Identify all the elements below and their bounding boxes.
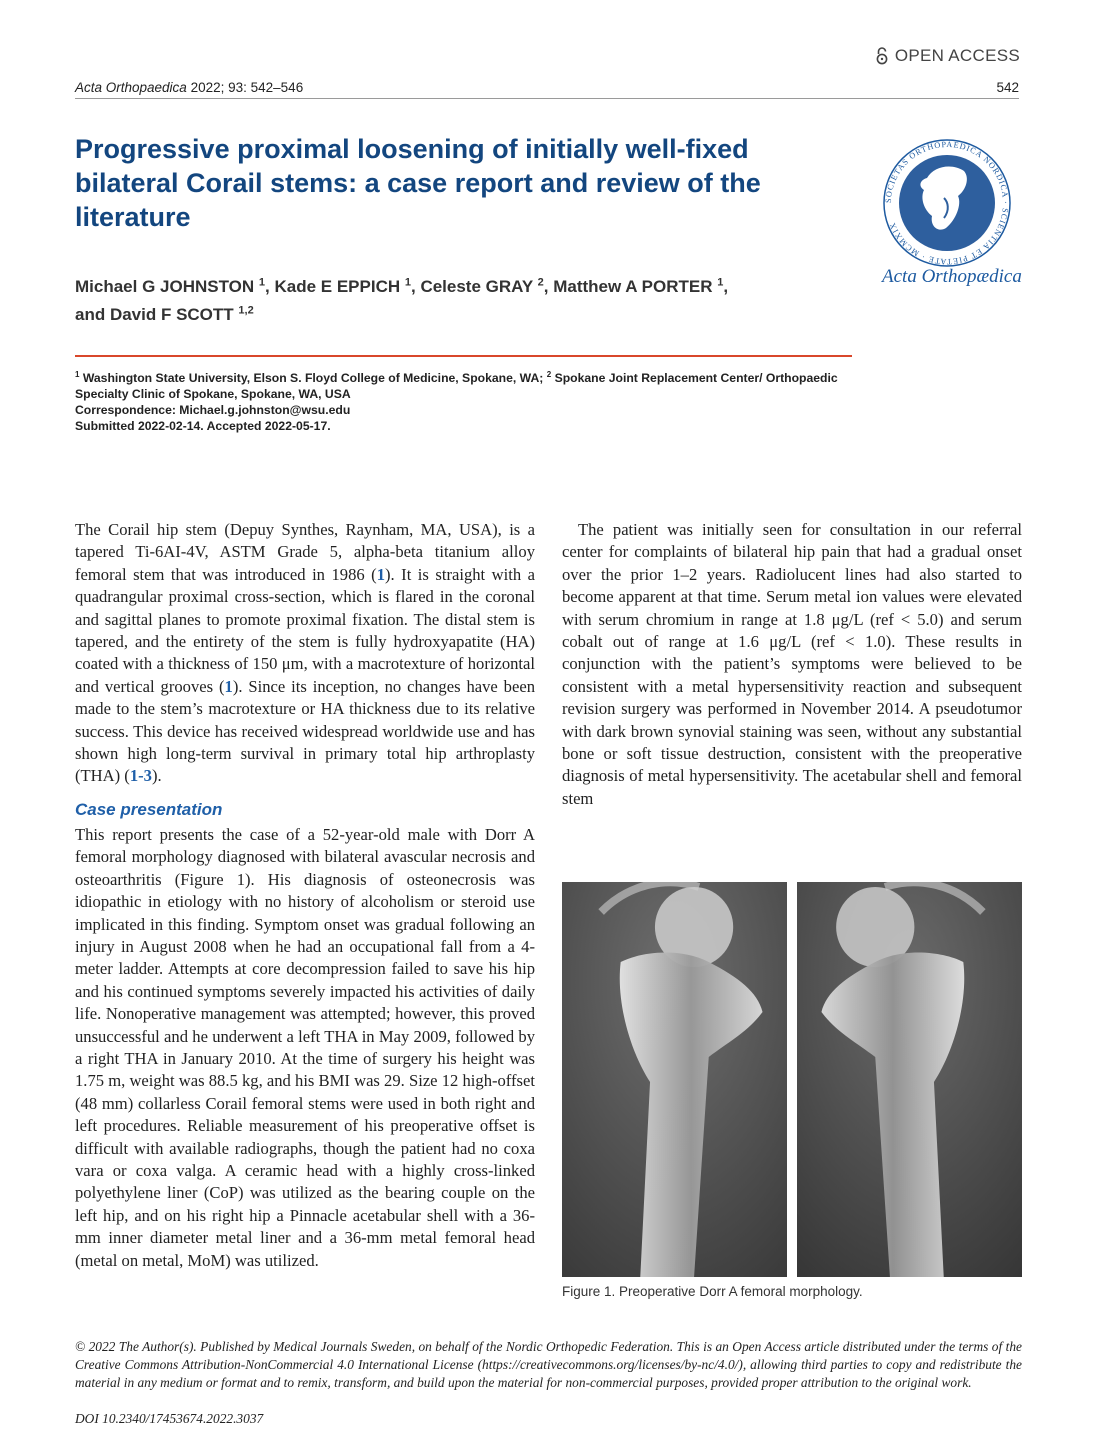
affiliation-2: Spokane Joint Replacement Center/ Orthopaedic Specialty Clinic of Spokane, Spokane, WA, USA — [75, 371, 838, 402]
author-separator: , — [265, 276, 275, 296]
affiliation-1: Washington State University, Elson S. Floyd College of Medicine, Spokane, WA; — [82, 371, 544, 386]
body-column-left — [75, 519, 535, 1272]
journal-citation — [75, 80, 303, 95]
paragraph-consultation: The patient was initially seen for consultation in our referral center for complaints of bilateral hip pain that had a gradual onset over the prior 1–2 years. Radiolucent lines had also started to become apparent at that time. Serum metal ion values were elevated with serum chromium in range at 1.8 μg/L (ref < 5.0) and serum cobalt out of range at 1.6 μg/L (ref < 1.0). These results in conjunction with the patient’s symptoms were believed to be consistent with a metal hypersensitivity reaction and subsequent revision surgery was performed in November 2014. A pseudotumor with dark brown synovial staining was seen, without any substantial bone or soft tissue destruction, consistent with the preoperative diagnosis of metal hypersensitivity. The acetabular shell and femoral stem — [562, 520, 1022, 808]
author-list — [75, 270, 835, 327]
header-divider — [75, 355, 852, 357]
doi[interactable]: DOI 10.2340/17453674.2022.3037 — [75, 1411, 264, 1426]
affiliations — [75, 367, 852, 434]
author-affiliation-sup: 1 — [404, 276, 411, 288]
author — [553, 277, 728, 296]
text-run: The Corail hip stem (Depuy Synthes, Raynham, MA, USA), is a tapered Ti-6AI-4V, ASTM Grade 5, alpha-beta titanium alloy femoral stem that was introduced in 1986 ( — [75, 520, 535, 584]
open-access-label: OPEN ACCESS — [894, 46, 1020, 65]
author-name: Matthew A PORTER — [553, 276, 718, 296]
body-column-right — [562, 519, 1022, 810]
section-heading-case-presentation: Case presentation — [75, 799, 223, 819]
citation: 2022; 93: 542–546 — [190, 80, 304, 95]
paragraph-case: This report presents the case of a 52-year-old male with Dorr A femoral morphology diagnosed with bilateral avascular necrosis and osteoarthritis (Figure 1). His diagnosis of osteonecrosis was idiopathic in etiology with no history of alcoholism or steroid use implicated in this finding. Symptom onset was gradual following an injury in August 2008 when he had an occupational fall from a 4-meter ladder. Attempts at core decompression failed to save his hip and his continued symptoms severely impacted his activities of daily life. Nonoperative management was attempted; however, this proved unsuccessful and he underwent a left THA in May 2009, followed by a right THA in January 2010. At the time of surgery his height was 1.75 m, weight was 88.5 kg, and his BMI was 29. Size 12 high-offset (48 mm) collarless Corail femoral stems were used in both right and left procedures. Reliable measurement of his preoperative offset is difficult with available radiographs, though the patient had no coxa vara or coxa valga. A ceramic head with a highly cross-linked polyethylene liner (CoP) was utilized as the bearing couple on the left hip, and on his right hip a Pinnacle acetabular shell with a 36-mm inner diameter metal liner and a 36-mm metal femoral head (metal on metal, MoM) was utilized. — [75, 824, 535, 1270]
seal-ring-text: SOCIETAS ORTHOPAEDICA NORDICA · SCIENTIA ET PIETATE · MCMXIX — [883, 139, 1011, 267]
text-run: ). — [151, 766, 162, 786]
paragraph-intro — [75, 519, 535, 788]
text-run: ). Since its inception, no changes have been made to the stem’s macrotexture or HA thickness due to its relative success. This device has received widespread worldwide use and has shown high long-term survival in primary total hip arthroplasty (THA) ( — [75, 676, 536, 786]
journal-brand: Acta Orthopædica — [882, 266, 1022, 287]
aff-sup: 2 — [546, 370, 552, 379]
author — [75, 305, 254, 324]
figure-caption: Figure 1. Preoperative Dorr A femoral morphology. — [562, 1284, 863, 1299]
author-affiliation-sup: 1 — [717, 276, 724, 288]
author-name: Kade E EPPICH — [274, 276, 405, 296]
author-separator: , — [723, 276, 729, 296]
xray-left-femur — [562, 882, 787, 1277]
article-title: Progressive proximal loosening of initially well-fixed bilateral Corail stems: a case report and review of the literature — [75, 134, 761, 232]
author — [75, 277, 274, 296]
affiliation-line — [75, 367, 852, 402]
reference-link[interactable]: 1 — [376, 564, 385, 584]
reference-link[interactable]: 1-3 — [129, 766, 152, 786]
author-affiliation-sup: 1,2 — [238, 304, 254, 317]
author — [420, 277, 553, 296]
journal-name: Acta Orthopaedica — [75, 80, 187, 95]
open-lock-icon — [875, 47, 889, 65]
submission-dates: Submitted 2022-02-14. Accepted 2022-05-17. — [75, 419, 331, 434]
author-separator: , — [410, 276, 421, 296]
society-seal-icon — [872, 138, 1022, 268]
running-header — [75, 80, 1019, 99]
author-affiliation-sup: 1 — [258, 276, 266, 288]
xray-right-femur — [797, 882, 1022, 1277]
journal-logo — [872, 138, 1022, 273]
author-name: Celeste GRAY — [420, 276, 538, 296]
author-name: and David F SCOTT — [75, 305, 239, 325]
figure-1 — [562, 882, 1022, 1277]
aff-sup: 1 — [75, 370, 80, 379]
author-name: Michael G JOHNSTON — [75, 276, 259, 296]
reference-link[interactable]: 1 — [224, 676, 233, 696]
author-separator: , — [543, 276, 554, 296]
license-notice: © 2022 The Author(s). Published by Medical Journals Sweden, on behalf of the Nordic Orthopedic Federation. This is an Open Access article distributed under the terms of the Creative Commons Attribution-NonCommercial 4.0 International License (https://creativecommons.org/licenses/by-nc/4.0/), allowing third parties to copy and redistribute the material in any medium or format and to remix, transform, and build upon the material for non-commercial purposes, provided proper attribution to the original work. — [75, 1339, 1022, 1390]
text-run: ). It is straight with a quadrangular proximal cross-section, which is flared in the coronal and sagittal planes to promote proximal fixation. The distal stem is tapered, and the entirety of the stem is fully hydroxyapatite (HA) coated with a thickness of 150 μm, with a macrotexture of horizontal and vertical grooves ( — [75, 564, 536, 696]
page-number: 542 — [996, 80, 1019, 95]
author — [274, 277, 420, 296]
correspondence: Correspondence: Michael.g.johnston@wsu.edu — [75, 403, 351, 418]
open-access-badge — [875, 46, 1020, 66]
author-affiliation-sup: 2 — [537, 276, 544, 288]
